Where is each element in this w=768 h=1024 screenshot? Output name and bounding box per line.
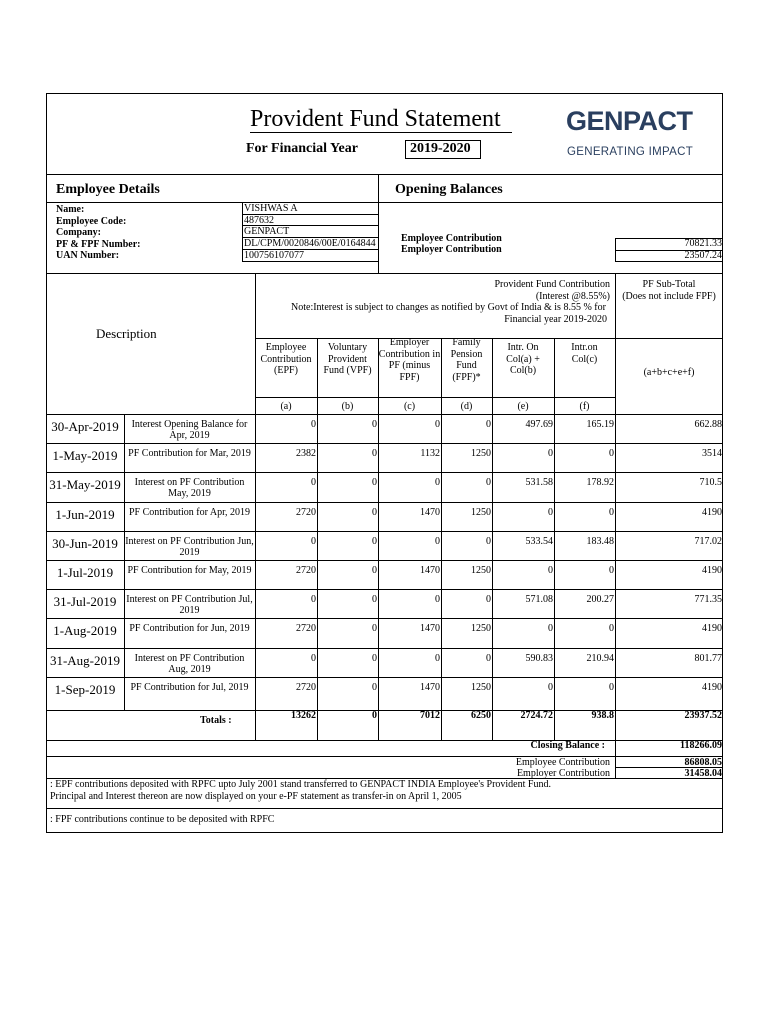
- row-value-fpf: 1250: [471, 681, 491, 693]
- row-description: PF Contribution for Jul, 2019: [130, 681, 249, 693]
- col-header-vpf: Provident: [328, 353, 367, 365]
- row-value-vpf: 0: [372, 652, 377, 664]
- fy-label: For Financial Year: [246, 141, 358, 156]
- row-value-fpf: 0: [486, 535, 491, 547]
- row-value-employer-pf: 0: [435, 535, 440, 547]
- closing-employer-value: 31458.04: [684, 768, 722, 779]
- row-description: PF Contribution for Jun, 2019: [129, 623, 250, 635]
- col-letter-fpf: (d): [460, 401, 473, 412]
- col-header-fpf: Family: [452, 337, 481, 348]
- closing-employee-label: Employee Contribution: [515, 757, 610, 768]
- col-letter-interest-c: (f): [579, 401, 590, 412]
- row-value-vpf: 0: [372, 565, 377, 576]
- row-date: 31-Jul-2019: [53, 594, 117, 610]
- row-value-employer-pf: 0: [435, 477, 440, 489]
- row-value-interest-ab: 590.83: [525, 652, 553, 664]
- row-description: Interest on PF Contribution: [134, 652, 245, 664]
- row-value-vpf: 0: [372, 448, 377, 460]
- note-epf-line-2: Principal and Interest thereon are now displayed on your e-PF statement as transfer-in on April 1, 2005: [50, 791, 462, 802]
- row-divider: [46, 589, 723, 590]
- row-value-epf: 0: [311, 477, 316, 489]
- row-value-interest-ab: 533.54: [525, 535, 553, 547]
- subtotal-formula: (a+b+c+e+f): [643, 367, 695, 378]
- row-value-epf: 2720: [296, 565, 316, 576]
- value-col-divider: [378, 414, 379, 740]
- row-date: 1-May-2019: [52, 448, 118, 464]
- pf-number-value: DL/CPM/0020846/00E/0164844: [244, 238, 376, 249]
- row-subtotal: 662.88: [694, 419, 722, 430]
- totals-label: Totals :: [200, 715, 232, 726]
- closing-balance-value: 118266.09: [680, 740, 722, 751]
- col-header-epf: Employee: [265, 342, 307, 353]
- col-letter-vpf: (b): [341, 401, 354, 412]
- row-value-interest-ab: 0: [548, 681, 553, 693]
- total-interest-c: 938.8: [591, 710, 614, 721]
- col-header-employer-pf: FPF): [399, 371, 420, 383]
- fy-value: 2019-2020: [410, 141, 471, 156]
- row-description: Aug, 2019: [168, 663, 211, 675]
- col-letter-employer-pf: (c): [403, 401, 416, 412]
- row-value-interest-ab: 571.08: [525, 594, 553, 606]
- row-value-interest-c: 0: [609, 506, 614, 518]
- row-description: Apr, 2019: [169, 430, 210, 441]
- row-date: 31-May-2019: [49, 477, 121, 493]
- row-value-epf: 0: [311, 594, 316, 606]
- note-fpf: : FPF contributions continue to be deposited with RPFC: [50, 814, 275, 825]
- uan-value: 100756107077: [244, 250, 304, 261]
- row-divider: [46, 472, 723, 473]
- row-value-interest-ab: 0: [548, 623, 553, 635]
- name-label: Name:: [56, 204, 85, 215]
- total-employer-pf: 7012: [420, 710, 440, 721]
- row-description: PF Contribution for Apr, 2019: [129, 506, 250, 518]
- row-value-epf: 0: [311, 535, 316, 547]
- row-date: 31-Aug-2019: [49, 652, 121, 668]
- subtotal-subheader: (Does not include FPF): [622, 291, 716, 302]
- row-value-vpf: 0: [372, 681, 377, 693]
- closing-employer-label: Employer Contribution: [516, 768, 610, 779]
- col-header-vpf: Voluntary: [327, 342, 368, 353]
- row-value-epf: 2720: [296, 623, 316, 635]
- row-value-vpf: 0: [372, 623, 377, 635]
- row-description: Interest on PF Contribution: [134, 477, 245, 489]
- interest-rate-header: (Interest @8.55%): [535, 291, 610, 302]
- statement-frame: [46, 93, 723, 833]
- row-value-employer-pf: 1132: [420, 448, 440, 460]
- total-vpf: 0: [372, 710, 377, 721]
- company-label: Company:: [56, 227, 102, 238]
- opening-employee-label: Employee Contribution: [401, 233, 502, 244]
- row-value-fpf: 0: [486, 652, 491, 664]
- row-value-employer-pf: 1470: [420, 506, 440, 518]
- col-letter-epf: (a): [280, 401, 292, 412]
- pf-number-label: PF & FPF Number:: [56, 239, 141, 250]
- row-date: 30-Apr-2019: [51, 419, 119, 434]
- col-header-fpf: Pension: [450, 348, 483, 360]
- col-header-epf: (EPF): [274, 365, 298, 376]
- row-subtotal: 3514: [702, 448, 722, 460]
- row-value-fpf: 1250: [471, 565, 491, 576]
- row-divider: [46, 531, 723, 532]
- total-interest-ab: 2724.72: [520, 710, 553, 721]
- page-title: Provident Fund Statement: [250, 106, 501, 132]
- row-description: 2019: [179, 546, 200, 558]
- row-value-employer-pf: 0: [435, 594, 440, 606]
- row-value-interest-c: 0: [609, 623, 614, 635]
- col-header-employer-pf: Contribution in: [378, 348, 441, 360]
- note-line-1: Note:Interest is subject to changes as notified by Govt of India & is 8.55 % for: [291, 302, 606, 313]
- row-value-fpf: 1250: [471, 506, 491, 518]
- row-value-fpf: 0: [486, 594, 491, 606]
- row-value-interest-c: 210.94: [586, 652, 614, 664]
- value-col-divider: [492, 414, 493, 740]
- col-header-interest-ab: Col(b): [509, 365, 537, 376]
- col-header-vpf: Fund (VPF): [323, 365, 372, 376]
- row-value-vpf: 0: [372, 506, 377, 518]
- col-header-interest-ab: Intr. On: [507, 342, 539, 353]
- row-description: Interest on PF Contribution Jul,: [126, 594, 253, 606]
- note-epf-line-1: : EPF contributions deposited with RPFC upto July 2001 stand transferred to GENPACT INDIA Employee's Provident Fund.: [50, 779, 551, 790]
- row-value-epf: 2720: [296, 506, 316, 518]
- col-header-employer-pf: PF (minus: [388, 360, 431, 371]
- row-divider: [46, 618, 723, 619]
- row-value-vpf: 0: [372, 535, 377, 547]
- value-col-divider: [317, 414, 318, 740]
- row-date: 1-Sep-2019: [54, 681, 116, 697]
- row-value-interest-c: 0: [609, 448, 614, 460]
- row-description: May, 2019: [168, 488, 211, 500]
- total-subtotal: 23937.52: [684, 710, 722, 721]
- row-description: PF Contribution for May, 2019: [127, 565, 252, 576]
- row-subtotal: 4190: [702, 506, 722, 518]
- row-value-interest-ab: 0: [548, 506, 553, 518]
- closing-employee-value: 86808.05: [684, 757, 722, 768]
- row-value-vpf: 0: [372, 594, 377, 606]
- row-value-interest-ab: 0: [548, 565, 553, 576]
- col-letter-interest-ab: (e): [517, 401, 529, 412]
- name-value: VISHWAS A: [244, 203, 298, 214]
- row-value-employer-pf: 1470: [420, 681, 440, 693]
- uan-label: UAN Number:: [56, 250, 120, 261]
- date-col-divider: [124, 414, 125, 710]
- row-subtotal: 4190: [702, 623, 722, 635]
- description-header: Description: [96, 326, 157, 341]
- row-value-interest-c: 178.92: [586, 477, 614, 489]
- row-divider: [46, 560, 723, 561]
- col-header-interest-ab: Col(a) +: [506, 353, 540, 365]
- row-value-epf: 0: [311, 419, 316, 430]
- employee-code-value: 487632: [244, 215, 274, 226]
- row-description: Interest on PF Contribution Jun,: [125, 535, 254, 547]
- genpact-logo: GENPACT: [566, 106, 693, 136]
- genpact-tagline: GENERATING IMPACT: [567, 146, 694, 158]
- total-epf: 13262: [291, 710, 316, 721]
- row-value-interest-ab: 531.58: [525, 477, 553, 489]
- row-divider: [46, 443, 723, 444]
- row-description: PF Contribution for Mar, 2019: [128, 448, 251, 460]
- row-value-epf: 2720: [296, 681, 316, 693]
- row-value-fpf: 0: [486, 419, 491, 430]
- row-value-interest-c: 0: [609, 681, 614, 693]
- col-header-fpf: (FPF)*: [452, 371, 481, 383]
- row-value-interest-c: 0: [609, 565, 614, 576]
- row-subtotal: 4190: [702, 681, 722, 693]
- row-subtotal: 710.5: [699, 477, 722, 489]
- row-divider: [46, 677, 723, 678]
- row-value-vpf: 0: [372, 419, 377, 430]
- row-value-employer-pf: 1470: [420, 623, 440, 635]
- row-date: 30-Jun-2019: [52, 535, 118, 551]
- row-date: 1-Jun-2019: [55, 506, 115, 522]
- row-value-interest-c: 200.27: [586, 594, 614, 606]
- row-description: 2019: [179, 605, 200, 617]
- opening-employer-value: 23507.24: [684, 250, 722, 261]
- closing-balance-label: Closing Balance :: [530, 740, 605, 751]
- row-value-epf: 2382: [296, 448, 316, 460]
- col-header-interest-c: Col(c): [571, 353, 598, 365]
- value-col-divider: [441, 414, 442, 740]
- row-value-vpf: 0: [372, 477, 377, 489]
- row-subtotal: 771.35: [694, 594, 722, 606]
- col-header-fpf: Fund: [456, 360, 477, 371]
- total-fpf: 6250: [471, 710, 491, 721]
- pf-contribution-header: Provident Fund Contribution: [494, 279, 610, 290]
- row-subtotal: 801.77: [694, 652, 722, 664]
- employee-details-title: Employee Details: [56, 182, 160, 197]
- row-value-interest-ab: 497.69: [525, 419, 553, 430]
- row-value-employer-pf: 1470: [420, 565, 440, 576]
- opening-employee-value: 70821.33: [684, 238, 722, 249]
- row-value-interest-c: 165.19: [586, 419, 614, 430]
- opening-balances-title: Opening Balances: [395, 182, 503, 197]
- col-header-interest-c: Intr.on: [571, 342, 598, 353]
- row-value-epf: 0: [311, 652, 316, 664]
- row-divider: [46, 648, 723, 649]
- row-date: 1-Jul-2019: [56, 565, 114, 580]
- subtotal-header: PF Sub-Total: [642, 279, 696, 290]
- col-header-employer-pf: Employer: [389, 337, 430, 348]
- row-value-interest-c: 183.48: [586, 535, 614, 547]
- row-value-interest-ab: 0: [548, 448, 553, 460]
- employee-code-label: Employee Code:: [56, 216, 127, 227]
- row-value-employer-pf: 0: [435, 419, 440, 430]
- col-header-epf: Contribution: [260, 353, 312, 365]
- row-subtotal: 717.02: [694, 535, 722, 547]
- row-description: Interest Opening Balance for: [131, 419, 248, 430]
- row-subtotal: 4190: [702, 565, 722, 576]
- value-col-divider: [554, 414, 555, 740]
- company-value: GENPACT: [244, 226, 290, 237]
- row-value-fpf: 1250: [471, 623, 491, 635]
- row-date: 1-Aug-2019: [53, 623, 117, 639]
- row-value-employer-pf: 0: [435, 652, 440, 664]
- row-value-fpf: 1250: [471, 448, 491, 460]
- opening-employer-label: Employer Contribution: [401, 244, 502, 255]
- row-value-fpf: 0: [486, 477, 491, 489]
- note-line-2: Financial year 2019-2020: [504, 314, 607, 325]
- row-divider: [46, 502, 723, 503]
